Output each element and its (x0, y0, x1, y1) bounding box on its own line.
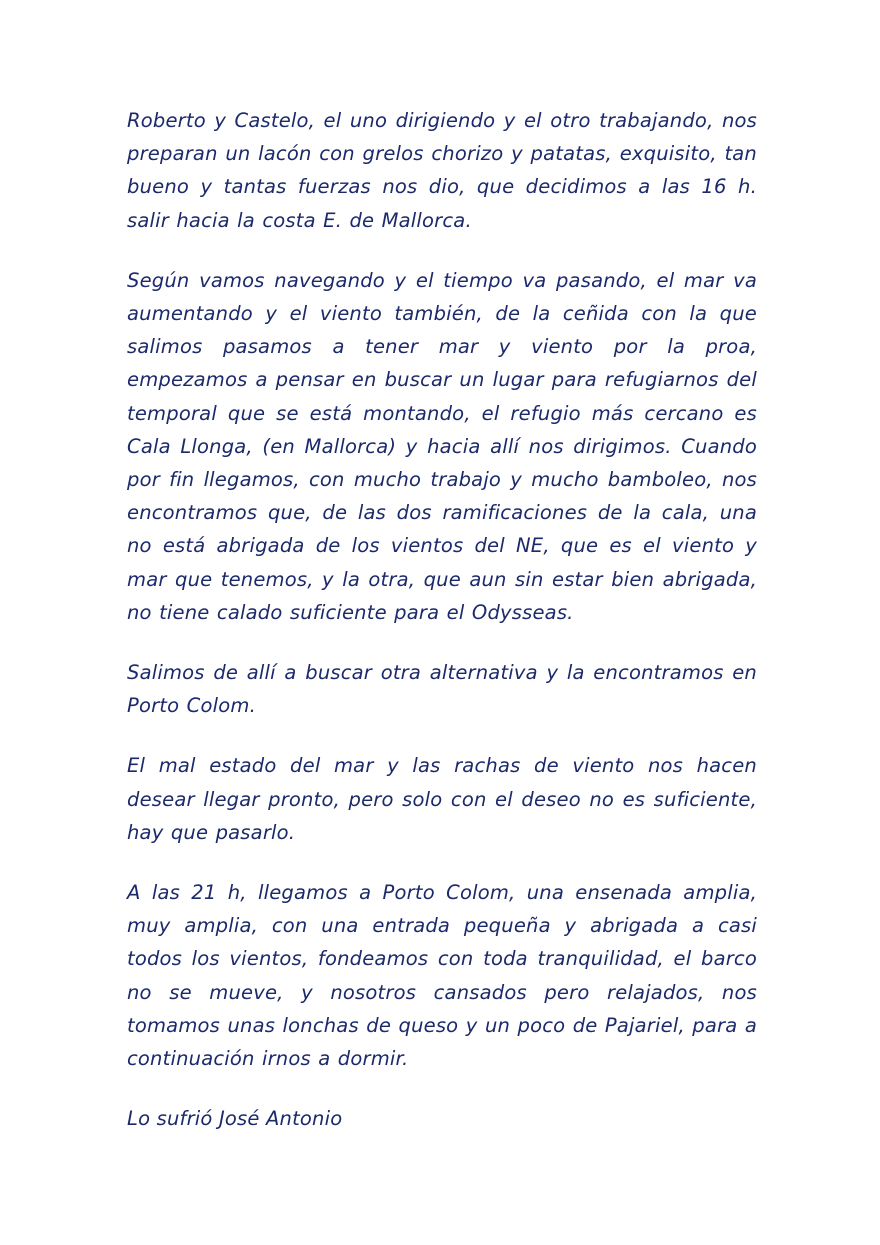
signature: Lo sufrió José Antonio (127, 1107, 343, 1131)
paragraph-alternative: Salimos de allí a buscar otra alternativa y la encontramos en Porto Colom. (127, 661, 757, 718)
document-body (127, 104, 757, 1135)
paragraph-dinner: Roberto y Castelo, el uno dirigiendo y el otro trabajando, nos preparan un lacón con grelos chorizo y patatas, exquisito, tan bueno y tantas fuerzas nos dio, que decidimos a las 16 h. salir hacia la costa E. de Mallorca. (127, 109, 757, 232)
paragraph-sea-state: El mal estado del mar y las rachas de viento nos hacen desear llegar pronto, pero solo con el deseo no es suficiente, hay que pasarlo. (127, 754, 757, 844)
paragraph-arrival: A las 21 h, llegamos a Porto Colom, una ensenada amplia, muy amplia, con una entrada pequeña y abrigada a casi todos los vientos, fondeamos con toda tranquilidad, el barco no se mueve, y nosotros cansados pero relajados, nos tomamos unas lonchas de queso y un poco de Pajariel, para a continuación irnos a dormir. (127, 881, 757, 1071)
paragraph-navigation: Según vamos navegando y el tiempo va pasando, el mar va aumentando y el viento también, de la ceñida con la que salimos pasamos a tener mar y viento por la proa, empezamos a pensar en buscar un lugar para refugiarnos del temporal que se está montando, el refugio más cercano es Cala Llonga, (en Mallorca) y hacia allí nos dirigimos. Cuando por fin llegamos, con mucho trabajo y mucho bamboleo, nos encontramos que, de las dos ramificaciones de la cala, una no está abrigada de los vientos del NE, que es el viento y mar que tenemos, y la otra, que aun sin estar bien abrigada, no tiene calado suficiente para el Odysseas. (127, 268, 757, 624)
